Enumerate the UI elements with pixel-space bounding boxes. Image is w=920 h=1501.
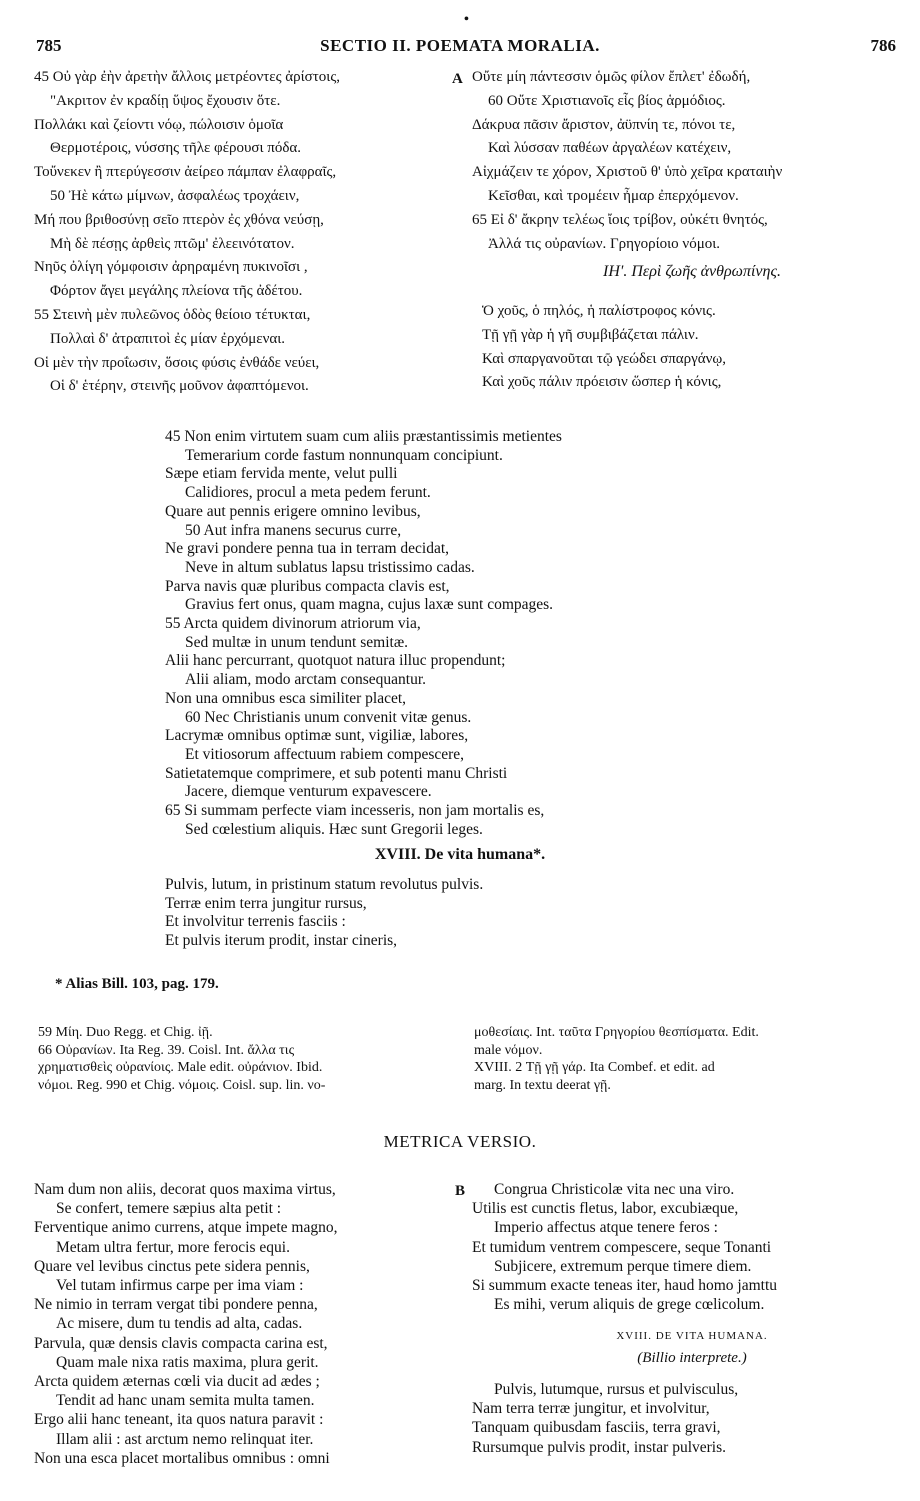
text-line: Pulvis, lutumque, rursus et pulvisculus, (494, 1381, 739, 1398)
text-line: Quare aut pennis erigere omnino levibus, (165, 502, 421, 520)
text-line: 45 Οὐ γὰρ ἐὴν ἀρετὴν ἄλλοις μετρέοντες ἀρίστοις, (34, 69, 341, 85)
metrica-sub-heading-2: (Billio interprete.) (637, 1350, 747, 1366)
text-line: Πολλαὶ δ' ἀτραπιτοὶ ἐς μίαν ἐρχόμεναι. (50, 330, 286, 347)
text-line: Νηῦς ὀλίγη γόμφοισιν ἀρηραμένη πυκινοῖσι , (34, 259, 308, 276)
page-number-left: 785 (36, 36, 62, 55)
latin-translation (165, 428, 725, 839)
text-line: 59 Μίη. Duo Regg. et Chig. ἰῇ. (38, 1025, 213, 1040)
text-line: 66 Οὐρανίων. Ita Reg. 39. Coisl. Int. ἄλλα τις (38, 1042, 295, 1058)
text-line: Metam ultra fertur, more ferocis equi. (56, 1238, 290, 1256)
text-line: Terræ enim terra jungitur rursus, (165, 894, 367, 912)
text-line: Μὴ δὲ πέσῃς ἀρθεὶς πτῶμ' ἐλεεινότατον. (50, 235, 295, 252)
text-line: Quam male nixa ratis maxima, plura gerit. (56, 1353, 319, 1371)
text-line: Utilis est cunctis fletus, labor, excubiæque, (472, 1200, 739, 1218)
text-line: XVIII. 2 Τῇ γῇ γάρ. Ita Combef. et edit. ad (474, 1060, 715, 1075)
text-line: Calidiores, procul a meta pedem ferunt. (185, 484, 431, 502)
text-line: 50 Ἠὲ κάτω μίμνων, ἀσφαλέως τροχάειν, (50, 187, 300, 204)
footnote: * Alias Bill. 103, pag. 179. (55, 976, 219, 992)
text-line: Sæpe etiam fervida mente, velut pulli (165, 465, 398, 483)
text-line: Vel tutam infirmus carpe per ima viam : (56, 1277, 304, 1295)
text-line: 45 Non enim virtutem suam cum aliis præstantissimis metientes (165, 428, 562, 445)
text-line: Jacere, diemque venturum expavescere. (185, 783, 432, 801)
text-line: Οἱ μὲν τὴν προΐωσιν, ὅσοις φύσις ἐνθάδε νεύει, (34, 354, 320, 371)
text-line: Καὶ λύσσαν παθέων ἀργαλέων κατέχειν, (488, 140, 732, 157)
margin-letter-a: A (452, 71, 463, 87)
text-line: 55 Στεινὴ μὲν πυλεῶνος ὁδὸς θείοιο τέτυκται, (34, 306, 311, 323)
running-title: SECTIO II. POEMATA MORALIA. (320, 36, 600, 55)
text-line: Se confert, temere sæpius alta petit : (56, 1200, 282, 1218)
text-line: Δάκρυα πᾶσιν ἄριστον, ἀϋπνίη τε, πόνοι τε, (472, 116, 736, 133)
text-line: χρηματισθεὶς οὐρανίοις. Male edit. οὐράνιον. Ibid. (38, 1060, 323, 1075)
metrica-column-left (34, 1180, 464, 1468)
critical-notes-right (474, 1024, 894, 1094)
text-line: Illam alii : ast arctum nemo relinquat iter. (56, 1430, 314, 1448)
text-line: Gravius fert onus, quam magna, cujus laxæ sunt compages. (185, 596, 554, 614)
greek-column-left (34, 66, 464, 399)
text-line: marg. In textu deerat γῇ. (474, 1077, 611, 1093)
text-line: Ne nimio in terram vergat tibi pondere penna, (34, 1296, 318, 1314)
text-line: Τῇ γῇ γὰρ ἡ γῆ συμβιβάζεται πάλιν. (482, 326, 699, 343)
text-line: Alii hanc percurrant, quotquot natura illuc propendunt; (165, 652, 506, 670)
text-line: Καὶ χοῦς πάλιν πρόεισιν ὥσπερ ἡ κόνις, (482, 374, 722, 391)
text-line: Subjicere, extremum perque timere diem. (494, 1257, 752, 1275)
text-line: Et involvitur terrenis fasciis : (165, 913, 346, 931)
greek-section-heading: ΙΗ'. Περὶ ζωῆς ἀνθρωπίνης. (603, 263, 781, 280)
text-line: Alii aliam, modo arctam consequantur. (185, 671, 427, 689)
text-line: Nam terra terræ jungitur, et involvitur, (472, 1400, 710, 1418)
text-line: Nam dum non aliis, decorat quos maxima virtus, (34, 1181, 336, 1198)
greek-column-right (472, 66, 912, 256)
text-line: Οὔτε μίη πάντεσσιν ὁμῶς φίλον ἔπλετ' ἐδωδή, (472, 69, 751, 85)
text-line: "Ακριτον ἐν κραδίῃ ὕψος ἔχουσιν ὅτε. (50, 92, 281, 109)
text-line: Tendit ad hanc unam semita multa tamen. (56, 1392, 315, 1410)
text-line: Πολλάκι καὶ ζείοντι νόῳ, πώλοισιν ὁμοῖα (34, 116, 284, 133)
page-header (0, 12, 920, 60)
text-line: μοθεσίαις. Int. ταῦτα Γρηγορίου θεσπίσματα. Edit. (474, 1025, 759, 1040)
text-line: Et tumidum ventrem compescere, seque Tonanti (472, 1238, 772, 1256)
text-line: Αἰχμάζειν τε χόρον, Χριστοῦ θ' ὑπὸ χεῖρα κραταιὴν (472, 164, 783, 181)
text-line: Φόρτον ἄγει μεγάλης πλείονα τῆς ἀδέτου. (50, 283, 303, 300)
latin-section-heading: XVIII. De vita humana*. (374, 846, 546, 863)
metrica-sub-heading: XVIII. DE VITA HUMANA. (616, 1330, 768, 1342)
text-line: Ac misere, dum tu tendis ad alta, cadas. (56, 1315, 303, 1333)
text-line: Θερμοτέροις, νύσσης τῆλε φέρουσι πόδα. (50, 140, 302, 157)
text-line: Τοὔνεκεν ἢ πτερύγεσσιν ἀείρεο πάμπαν ἐλαφραῖς, (34, 164, 337, 181)
text-line: 65 Si summam perfecte viam incesseris, non jam mortalis es, (165, 802, 545, 820)
text-line: Es mihi, verum aliquis de grege cœlicolum. (494, 1296, 765, 1314)
text-line: Ne gravi pondere penna tua in terram decidat, (165, 540, 450, 558)
text-line: Μή που βριθοσύνῃ σεῖο πτερὸν ἐς χθόνα νεύσῃ, (34, 211, 324, 228)
text-line: male νόμον. (474, 1042, 543, 1058)
page-number-right: 786 (870, 36, 896, 55)
text-line: Temerarium corde fastum nonnunquam concipiunt. (185, 446, 503, 464)
text-line: Et vitiosorum affectuum rabiem compescere, (185, 745, 465, 763)
text-line: Ferventique animo currens, atque impete magno, (34, 1219, 338, 1237)
text-line: Rursumque pulvis prodit, instar pulveris. (472, 1438, 727, 1456)
text-line: Neve in altum sublatus lapsu tristissimo cadas. (185, 558, 475, 576)
text-line: Parvula, quæ densis clavis compacta carina est, (34, 1334, 328, 1352)
text-line: Imperio affectus atque tenere feros : (494, 1219, 718, 1237)
text-line: Sed cœlestium aliquis. Hæc sunt Gregorii leges. (185, 820, 483, 838)
text-line: Parva navis quæ pluribus compacta clavis est, (165, 577, 450, 595)
metrica-column-right (472, 1180, 912, 1314)
metrica-column-right-2 (472, 1380, 912, 1457)
greek-column-right-2 (482, 300, 912, 395)
text-line: Et pulvis iterum prodit, instar cineris, (165, 932, 398, 950)
text-line: Arcta quidem æternas cœli via ducit ad ædes ; (34, 1373, 320, 1391)
text-line: Sed multæ in unum tendunt semitæ. (185, 633, 409, 651)
critical-notes-left (38, 1024, 463, 1094)
top-mark: • (464, 12, 469, 27)
text-line: 55 Arcta quidem divinorum atriorum via, (165, 615, 421, 633)
text-line: Satietatemque comprimere, et sub potenti manu Christi (165, 764, 508, 782)
margin-letter-b: B (455, 1183, 466, 1199)
text-line: νόμοι. Reg. 990 et Chig. νόμοις. Coisl. sup. lin. νο- (38, 1077, 326, 1093)
text-line: Si summum exacte teneas iter, haud homo jamttu (472, 1277, 778, 1295)
latin-translation-2 (165, 876, 725, 951)
text-line: 60 Nec Christianis unum convenit vitæ genus. (185, 708, 472, 726)
text-line: Quare vel levibus cinctus pete sidera pennis, (34, 1257, 310, 1275)
text-line: Καὶ σπαργανοῦται τῷ γεώδει σπαργάνῳ, (482, 350, 727, 367)
text-line: Lacrymæ omnibus optimæ sunt, vigiliæ, labores, (165, 727, 469, 745)
metrica-heading: METRICA VERSIO. (383, 1132, 537, 1151)
text-line: Non una omnibus esca similiter placet, (165, 689, 407, 707)
text-line: Οἱ δ' ἑτέρην, στεινῆς μοῦνον ἀφαπτόμενοι. (50, 378, 309, 395)
text-line: Ergo alii hanc teneant, ita quos natura paravit : (34, 1411, 324, 1429)
text-line: Ἀλλά τις οὐρανίων. Γρηγορίοιο νόμοι. (488, 235, 721, 252)
text-line: Pulvis, lutum, in pristinum statum revolutus pulvis. (165, 876, 484, 893)
text-line: Congrua Christicolæ vita nec una viro. (494, 1181, 735, 1198)
text-line: 50 Aut infra manens securus curre, (185, 521, 402, 539)
text-line: 60 Οὔτε Χριστιανοῖς εἷς βίος ἁρμόδιος. (488, 92, 726, 109)
text-line: Κεῖσθαι, καὶ τρομέειν ἦμαρ ἐπερχόμενον. (488, 187, 739, 204)
text-line: 65 Εἰ δ' ἄκρην τελέως ἴοις τρίβον, οὐκέτι θνητός, (472, 211, 768, 228)
text-line: Tanquam quibusdam fasciis, terra gravi, (472, 1419, 721, 1437)
text-line: Non una esca placet mortalibus omnibus : omni (34, 1449, 330, 1467)
text-line: Ὁ χοῦς, ὁ πηλός, ἡ παλίστροφος κόνις. (482, 303, 716, 319)
